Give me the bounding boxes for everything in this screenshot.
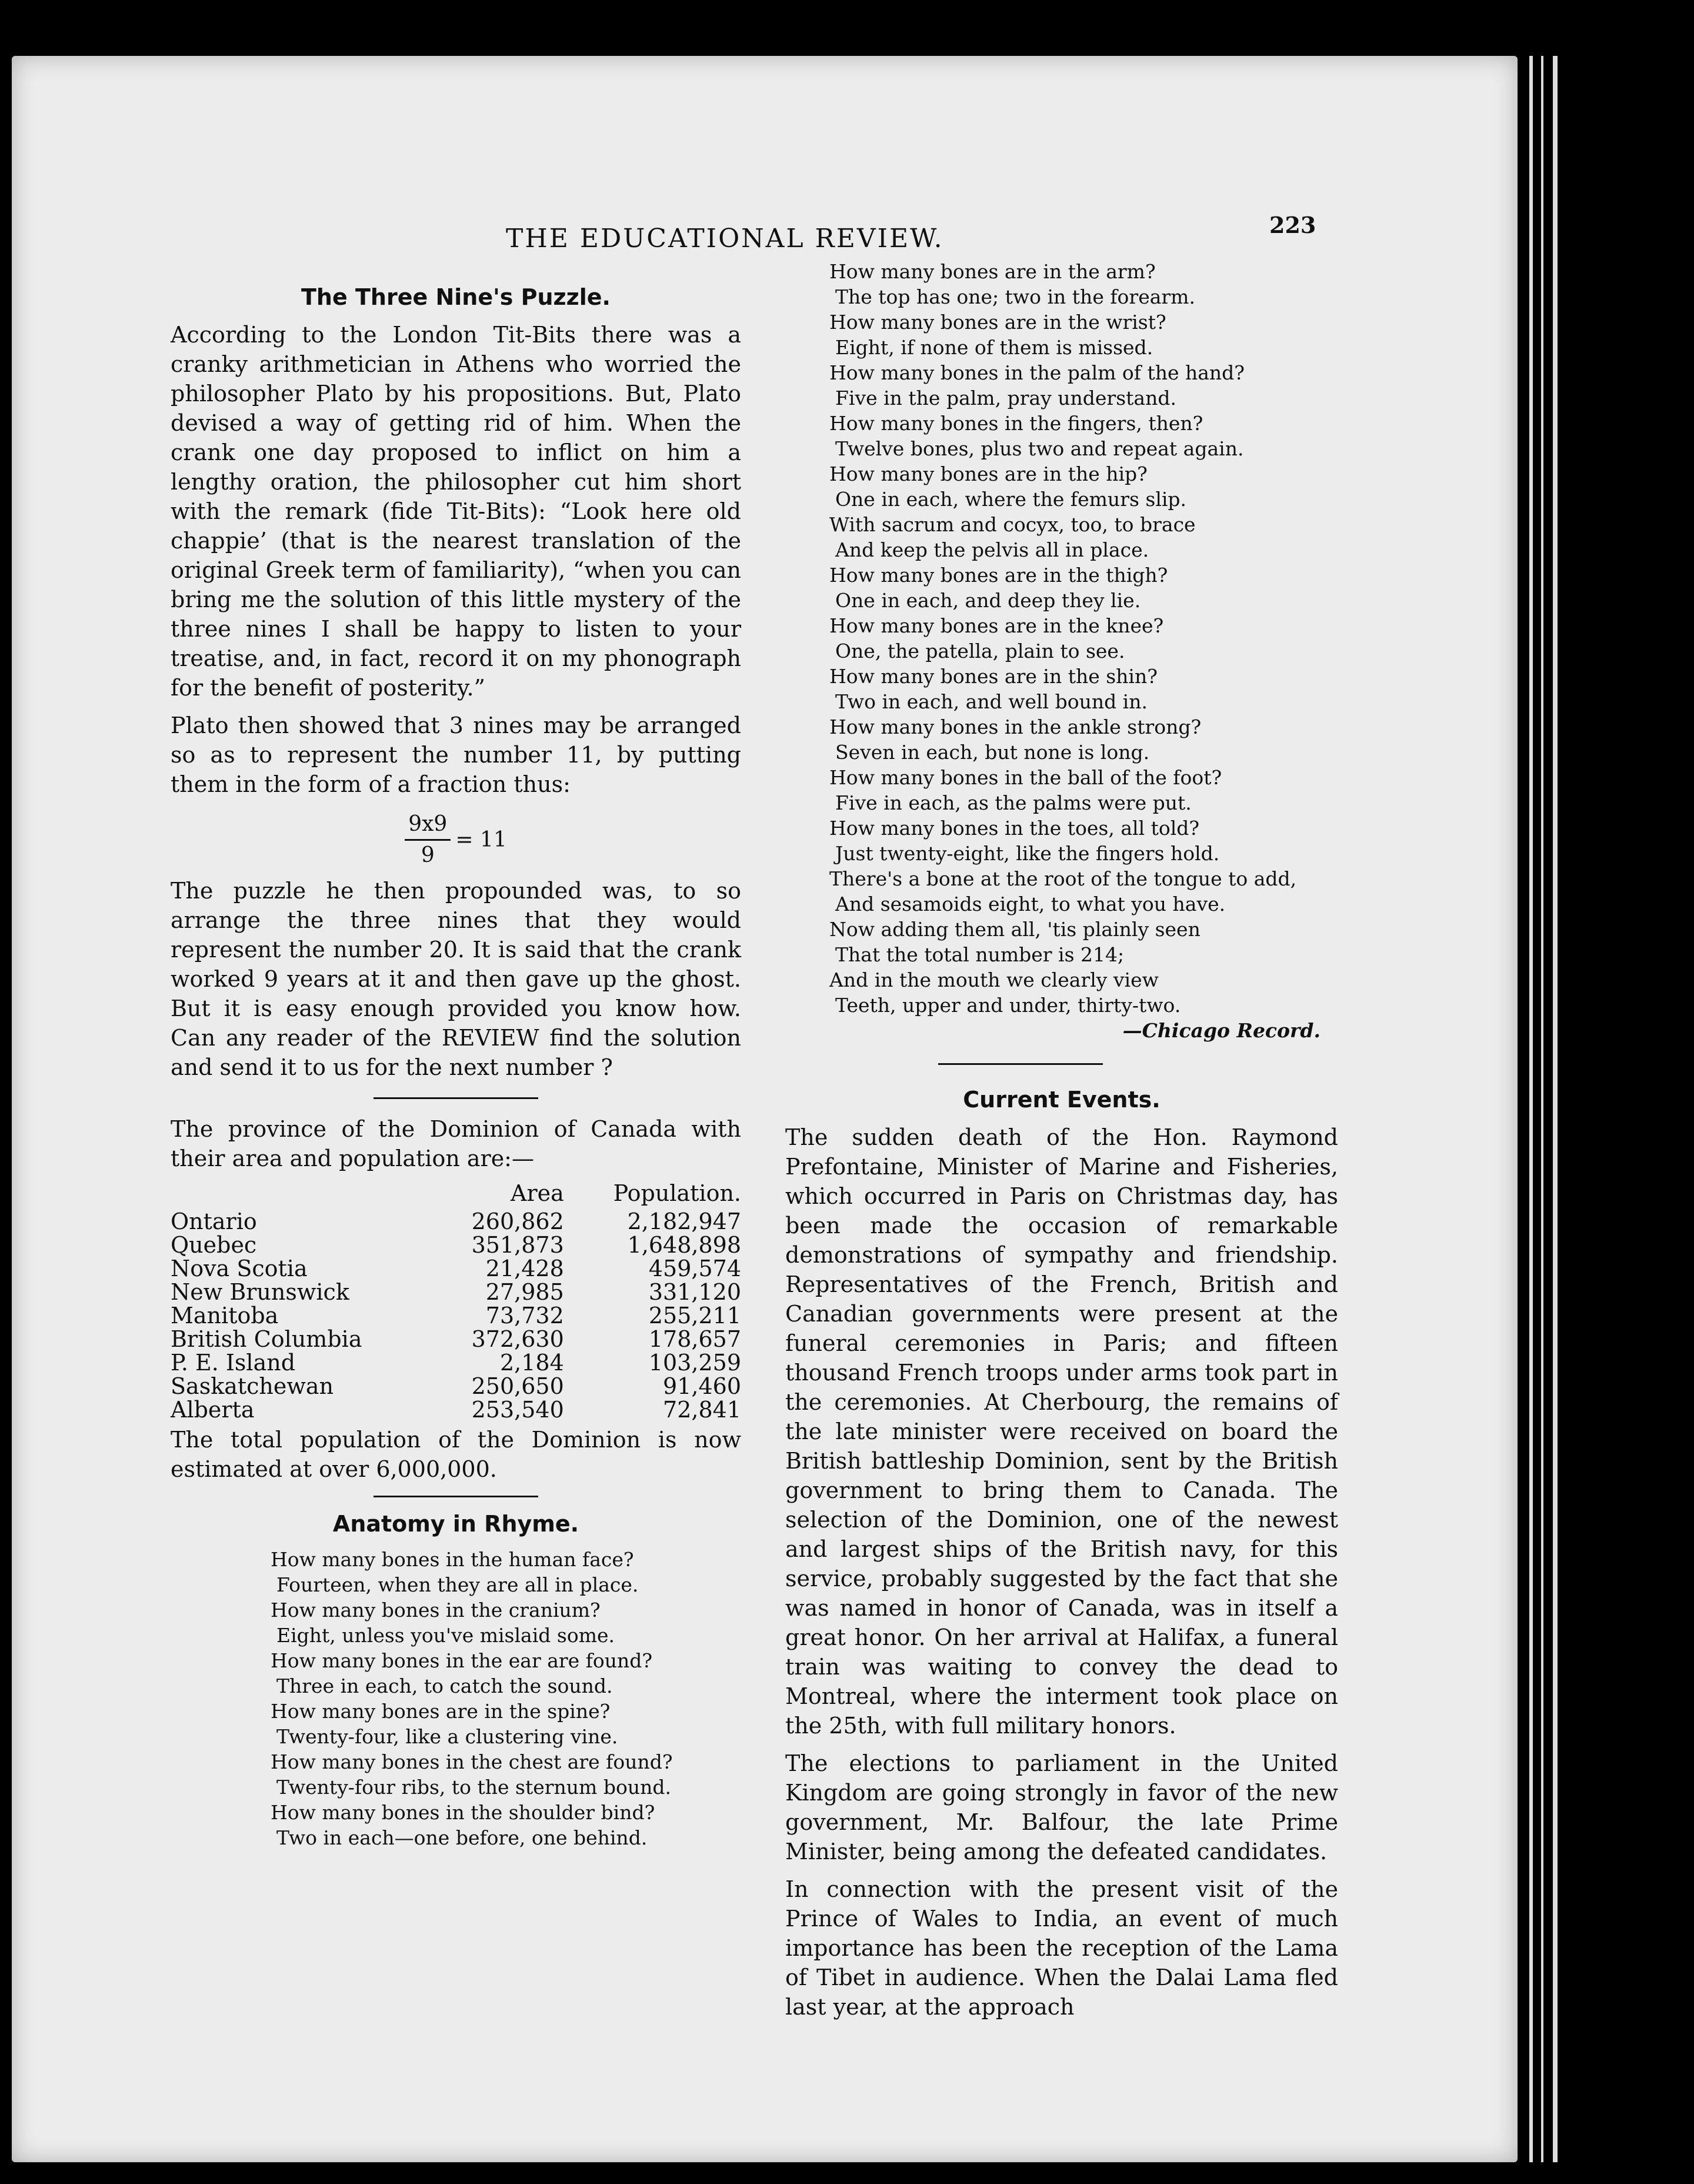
fraction-formula: [171, 810, 741, 870]
verse-line: How many bones in the fingers, then?: [829, 412, 1203, 435]
anatomy-title: Anatomy in Rhyme.: [332, 1511, 579, 1537]
province-area: 27,985: [485, 1279, 564, 1305]
puzzle-paragraph: Plato then showed that 3 nines may be arranged so as to represent the number 11, by putting them in the form of a fraction thus:: [171, 713, 741, 797]
province-area: 73,732: [485, 1303, 564, 1329]
book-spine-edge: [1529, 56, 1533, 2162]
province-area: 253,540: [471, 1397, 564, 1423]
province-population: 91,460: [663, 1373, 741, 1399]
verse-line: One in each, and deep they lie.: [835, 589, 1141, 612]
province-name: Manitoba: [171, 1303, 279, 1329]
verse-line: With sacrum and cocyx, too, to brace: [829, 513, 1196, 536]
table-row: [171, 1327, 741, 1351]
verse-line: One in each, where the femurs slip.: [835, 488, 1187, 511]
running-title: THE EDUCATIONAL REVIEW.: [506, 224, 944, 254]
province-population: 103,259: [648, 1350, 741, 1376]
province-area: 21,428: [485, 1256, 564, 1281]
province-population: 178,657: [648, 1326, 741, 1352]
verse-line: There's a bone at the root of the tongue to add,: [829, 867, 1297, 890]
verse-line: How many bones are in the spine?: [271, 1700, 611, 1723]
province-population: 331,120: [648, 1279, 741, 1305]
table-header-province: [171, 1181, 436, 1210]
verse-line: Now adding them all, 'tis plainly seen: [829, 918, 1201, 941]
section-divider: [374, 1496, 538, 1497]
verse-line: How many bones are in the hip?: [829, 462, 1148, 485]
province-name: P. E. Island: [171, 1350, 296, 1376]
verse-line: Five in each, as the palms were put.: [835, 791, 1192, 814]
province-name: New Brunswick: [171, 1279, 349, 1305]
puzzle-paragraph: According to the London Tit-Bits there was a cranky arithmetician in Athens who worried the philosopher Plato by his propositions. But, Plato devised a way of getting rid of him. When the crank one day proposed to inflict on him a lengthy oration, the philosopher cut him short with the remark (fide Tit-Bits): “Look here old chappie’ (that is the nearest translation of the original Greek term of familiarity), “when you can bring me the solution of this little mystery of the three nines I shall be happy to listen to your treatise, and, in fact, record it on my phonograph for the benefit of posterity.”: [171, 322, 741, 701]
fraction-numerator: 9x9: [405, 810, 451, 841]
fraction-denominator: 9: [421, 843, 435, 867]
provinces-closing: The total population of the Dominion is now estimated at over 6,000,000.: [171, 1427, 741, 1482]
table-header-population: Population.: [613, 1180, 741, 1206]
current-events-paragraph: In connection with the present visit of the Prince of Wales to India, an event of much importance has been the reception of the Lama of Tibet in audience. When the Dalai Lama fled last year, at the approach: [785, 1876, 1338, 2020]
verse-line: Three in each, to catch the sound.: [276, 1674, 613, 1697]
table-row: [171, 1304, 741, 1327]
verse-line: How many bones are in the knee?: [829, 614, 1164, 637]
verse-line: That the total number is 214;: [835, 943, 1125, 966]
verse-line: Twenty-four ribs, to the sternum bound.: [276, 1776, 671, 1799]
verse-line: How many bones are in the arm?: [829, 260, 1156, 283]
province-population: 255,211: [648, 1303, 741, 1329]
verse-line: And sesamoids eight, to what you have.: [835, 893, 1226, 915]
left-column: [171, 282, 741, 1850]
verse-line: Twenty-four, like a clustering vine.: [276, 1725, 618, 1748]
province-name: Ontario: [171, 1208, 257, 1234]
puzzle-paragraph: The puzzle he then propounded was, to so arrange the three nines that they would represent the number 20. It is said that the crank worked 9 years at it and then gave up the ghost. But it is easy enough provided you know how. Can any reader of the REVIEW find the solution and send it to us for the next number ?: [171, 878, 741, 1080]
verse-line: How many bones are in the shin?: [829, 665, 1158, 688]
verse-line: The top has one; two in the forearm.: [835, 285, 1195, 308]
verse-line: Seven in each, but none is long.: [835, 741, 1150, 764]
verse-line: How many bones in the ball of the foot?: [829, 766, 1222, 789]
verse-line: Two in each—one before, one behind.: [276, 1826, 648, 1849]
verse-line: How many bones are in the wrist?: [829, 311, 1166, 334]
book-spine-edge: [1553, 56, 1558, 2162]
verse-line: How many bones in the toes, all told?: [829, 817, 1200, 840]
table-row: [171, 1280, 741, 1304]
fraction-result: = 11: [455, 827, 507, 852]
section-divider: [374, 1097, 538, 1099]
right-column: [785, 259, 1338, 2030]
provinces-table: [171, 1181, 741, 1421]
verse-line: Eight, if none of them is missed.: [835, 336, 1153, 359]
verse-line: How many bones in the ankle strong?: [829, 715, 1202, 738]
province-population: 2,182,947: [627, 1208, 741, 1234]
book-spine-edge: [1541, 56, 1543, 2162]
verse-line: How many bones in the ear are found?: [271, 1649, 653, 1672]
province-name: Nova Scotia: [171, 1256, 308, 1281]
province-name: Quebec: [171, 1232, 257, 1258]
verse-line: And in the mouth we clearly view: [829, 968, 1159, 991]
verse-line: Teeth, upper and under, thirty-two.: [835, 994, 1181, 1017]
province-area: 351,873: [471, 1232, 564, 1258]
section-divider: [938, 1063, 1103, 1065]
table-row: [171, 1210, 741, 1233]
province-population: 1,648,898: [627, 1232, 741, 1258]
verse-line: How many bones in the cranium?: [271, 1599, 601, 1622]
provinces-intro: The province of the Dominion of Canada with their area and population are:—: [171, 1116, 741, 1171]
province-population: 459,574: [648, 1256, 741, 1281]
verse-line: How many bones in the shoulder bind?: [271, 1801, 655, 1824]
puzzle-title: The Three Nine's Puzzle.: [301, 284, 611, 310]
table-row: [171, 1351, 741, 1374]
province-population: 72,841: [663, 1397, 741, 1423]
current-events-paragraph: The sudden death of the Hon. Raymond Prefontaine, Minister of Marine and Fisheries, which occurred in Paris on Christmas day, has been made the occasion of remarkable demonstrations of sympathy and friendship. Representatives of the French, British and Canadian governments were present at the funeral ceremonies in Paris; and fifteen thousand French troops under arms took part in the ceremonies. At Cherbourg, the remains of the late minister were received on board the British battleship Dominion, sent by the British government to bring them to Canada. The selection of the Dominion, one of the newest and largest ships of the British navy, for this service, probably suggested by the fact that she was named in honor of Canada, was in itself a great honor. On her arrival at Halifax, a funeral train was waiting to convey the dead to Montreal, where the interment took place on the 25th, with full military honors.: [785, 1124, 1338, 1739]
anatomy-verse-left: [171, 1547, 741, 1850]
poem-credit: —Chicago Record.: [1122, 1019, 1320, 1042]
province-name: Saskatchewan: [171, 1373, 334, 1399]
province-area: 372,630: [471, 1326, 564, 1352]
page-number: 223: [1269, 212, 1316, 238]
province-area: 250,650: [471, 1373, 564, 1399]
table-row: [171, 1374, 741, 1398]
current-events-paragraph: The elections to parliament in the United Kingdom are going strongly in favor of the new government, Mr. Balfour, the late Prime Minister, being among the defeated candidates.: [785, 1750, 1338, 1865]
verse-line: Twelve bones, plus two and repeat again.: [835, 437, 1244, 460]
verse-line: How many bones in the palm of the hand?: [829, 361, 1245, 384]
verse-line: Just twenty-eight, like the fingers hold.: [835, 842, 1220, 865]
verse-line: And keep the pelvis all in place.: [835, 538, 1149, 561]
province-name: Alberta: [171, 1397, 255, 1423]
province-area: 2,184: [499, 1350, 564, 1376]
verse-line: One, the patella, plain to see.: [835, 640, 1125, 662]
table-header-area: Area: [511, 1180, 564, 1206]
verse-line: How many bones in the human face?: [271, 1548, 634, 1571]
verse-line: Two in each, and well bound in.: [835, 690, 1148, 713]
verse-line: How many bones in the chest are found?: [271, 1750, 673, 1773]
verse-line: Fourteen, when they are all in place.: [276, 1573, 639, 1596]
province-name: British Columbia: [171, 1326, 362, 1352]
verse-line: How many bones are in the thigh?: [829, 564, 1168, 587]
current-events-title: Current Events.: [963, 1087, 1161, 1113]
table-row: [171, 1233, 741, 1257]
verse-line: Five in the palm, pray understand.: [835, 387, 1176, 410]
province-area: 260,862: [471, 1208, 564, 1234]
anatomy-verse-right: [785, 259, 1338, 1018]
table-row: [171, 1257, 741, 1280]
table-row: [171, 1398, 741, 1421]
verse-line: Eight, unless you've mislaid some.: [276, 1624, 615, 1647]
